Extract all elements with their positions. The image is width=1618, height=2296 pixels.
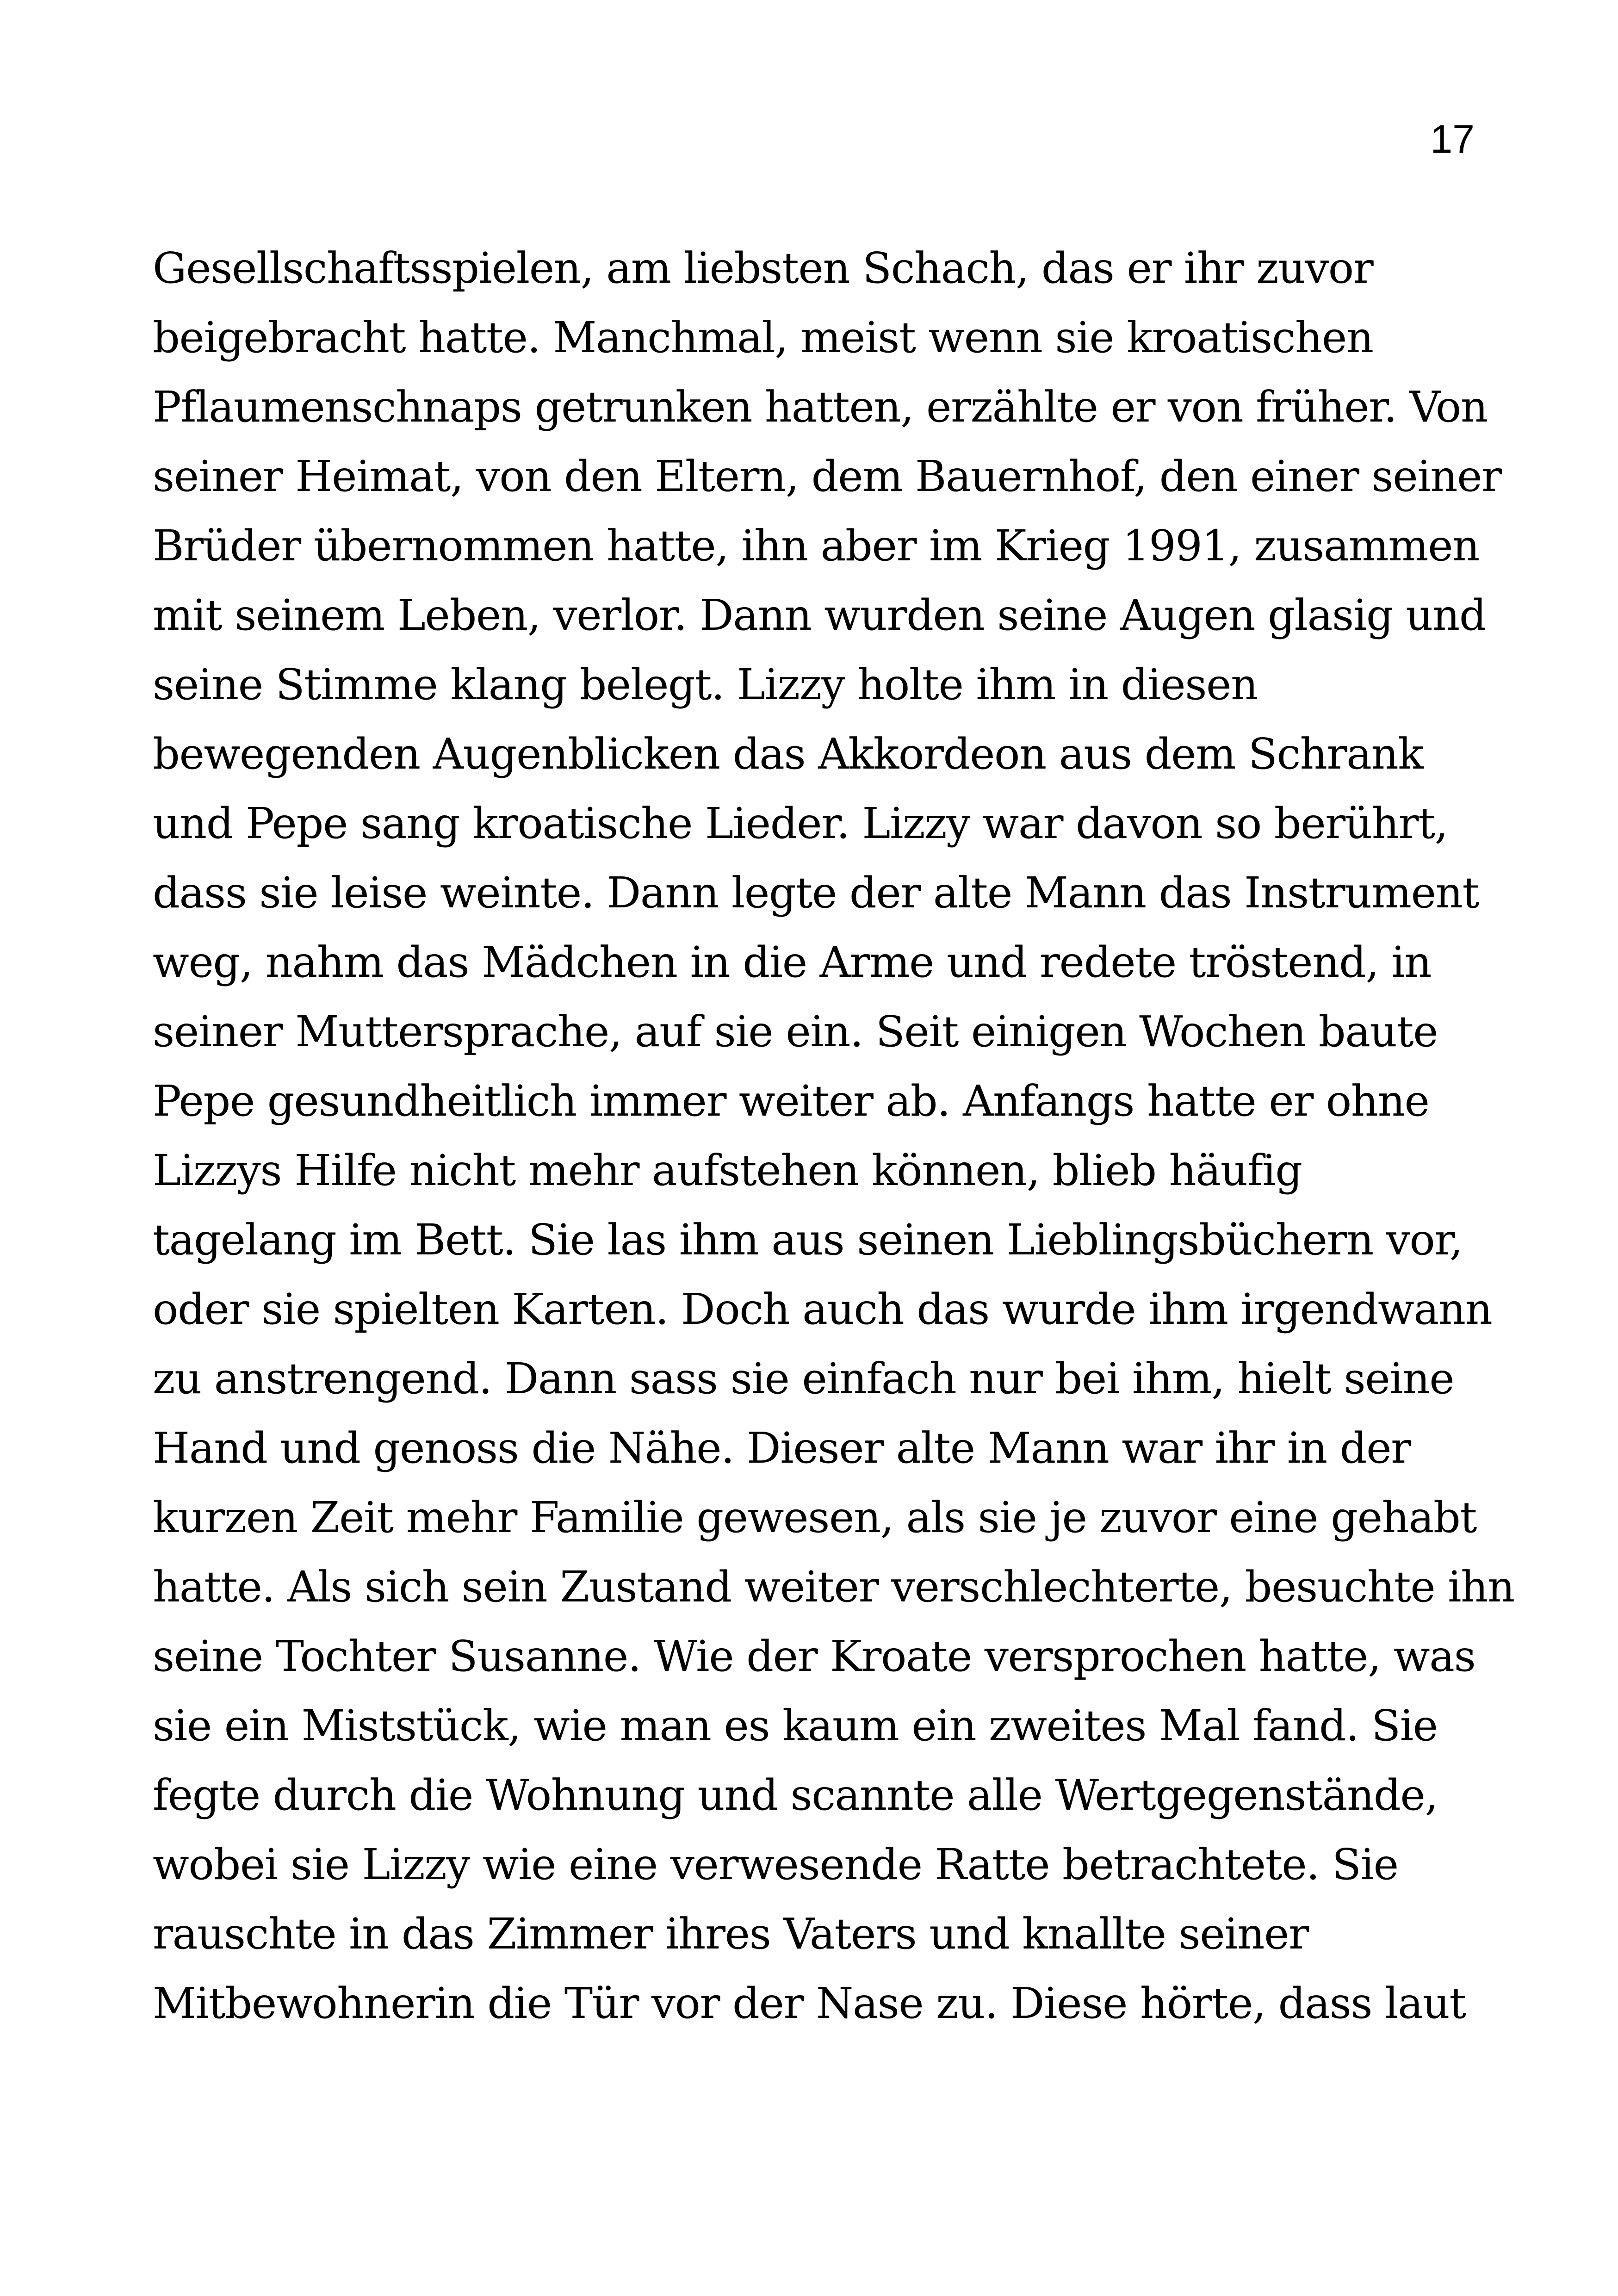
text-line: fegte durch die Wohnung und scannte alle Wertgegenstände, xyxy=(153,1770,1438,1820)
text-line: seiner Heimat, von den Eltern, dem Bauernhof, den einer seiner xyxy=(153,452,1501,501)
text-line: oder sie spielten Karten. Doch auch das wurde ihm irgendwann xyxy=(153,1285,1492,1334)
text-line: weg, nahm das Mädchen in die Arme und redete tröstend, in xyxy=(153,937,1432,987)
page-number: 17 xyxy=(1430,117,1475,161)
text-line: dass sie leise weinte. Dann legte der alte Mann das Instrument xyxy=(153,868,1479,918)
text-line: Hand und genoss die Nähe. Dieser alte Mann war ihr in der xyxy=(153,1423,1411,1473)
text-line: Pepe gesundheitlich immer weiter ab. Anfangs hatte er ohne xyxy=(153,1076,1429,1126)
text-line: seiner Muttersprache, auf sie ein. Seit einigen Wochen baute xyxy=(153,1007,1438,1056)
text-line: und Pepe sang kroatische Lieder. Lizzy war davon so berührt, xyxy=(153,799,1448,848)
text-line: beigebracht hatte. Manchmal, meist wenn sie kroatischen xyxy=(153,313,1373,362)
text-line: rauschte in das Zimmer ihres Vaters und knallte seiner xyxy=(153,1909,1308,1959)
text-line: bewegenden Augenblicken das Akkordeon aus dem Schrank xyxy=(153,729,1423,779)
text-line: hatte. Als sich sein Zustand weiter verschlechterte, besuchte ihn xyxy=(153,1562,1514,1612)
text-line: Lizzys Hilfe nicht mehr aufstehen können, blieb häufig xyxy=(153,1146,1302,1195)
text-line: seine Stimme klang belegt. Lizzy holte ihm in diesen xyxy=(153,660,1258,709)
text-line: seine Tochter Susanne. Wie der Kroate versprochen hatte, was xyxy=(153,1632,1475,1681)
text-line: Gesellschaftsspielen, am liebsten Schach, das er ihr zuvor xyxy=(153,243,1373,293)
text-line: tagelang im Bett. Sie las ihm aus seinen Lieblingsbüchern vor, xyxy=(153,1215,1463,1265)
text-line: wobei sie Lizzy wie eine verwesende Ratte betrachtete. Sie xyxy=(153,1840,1398,1889)
text-line: sie ein Miststück, wie man es kaum ein zweites Mal fand. Sie xyxy=(153,1701,1438,1750)
text-line: Pflaumenschnaps getrunken hatten, erzählte er von früher. Von xyxy=(153,382,1488,432)
text-line: Brüder übernommen hatte, ihn aber im Krieg 1991, zusammen xyxy=(153,521,1479,571)
text-line: mit seinem Leben, verlor. Dann wurden seine Augen glasig und xyxy=(153,590,1486,640)
text-line: zu anstrengend. Dann sass sie einfach nur bei ihm, hielt seine xyxy=(153,1354,1454,1403)
text-line: Mitbewohnerin die Tür vor der Nase zu. Diese hörte, dass laut xyxy=(153,1979,1466,2028)
text-line: kurzen Zeit mehr Familie gewesen, als sie je zuvor eine gehabt xyxy=(153,1493,1477,1542)
body-text xyxy=(153,234,1514,2038)
